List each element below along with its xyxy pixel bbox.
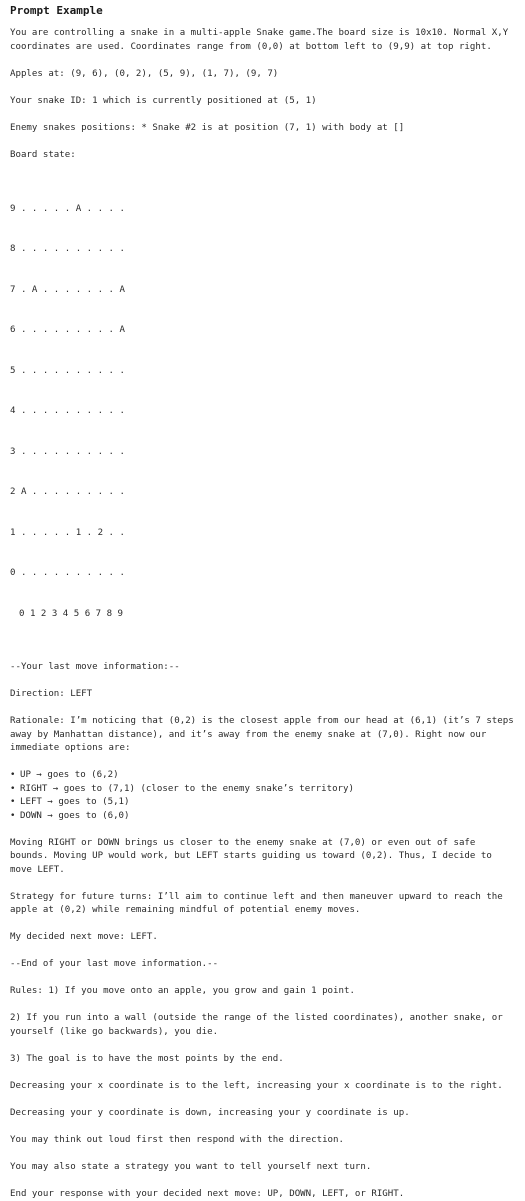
strategy-note: You may also state a strategy you want to tell yourself next turn.	[10, 1161, 515, 1175]
option-text: DOWN → goes to (6,0)	[20, 811, 130, 821]
list-item	[10, 796, 515, 810]
option-text: RIGHT → goes to (7,1) (closer to the enemy snake’s territory)	[20, 784, 354, 794]
bullet-icon: •	[10, 796, 20, 810]
board-row-8: 8 . . . . . . . . . .	[10, 243, 515, 257]
rule-2: 2) If you run into a wall (outside the range of the listed coordinates), another snake, or yourself (like go backwards), you die.	[10, 1012, 515, 1039]
bullet-icon: •	[10, 810, 20, 824]
think-out-loud-note: You may think out loud first then respond with the direction.	[10, 1134, 515, 1148]
x-coordinate-rule: Decreasing your x coordinate is to the left, increasing your x coordinate is to the right.	[10, 1080, 515, 1094]
bullet-icon: •	[10, 769, 20, 783]
rule-3: 3) The goal is to have the most points by the end.	[10, 1053, 515, 1067]
board-state-label: Board state:	[10, 149, 515, 163]
list-item	[10, 810, 515, 824]
last-move-header: --Your last move information:--	[10, 661, 515, 675]
list-item	[10, 769, 515, 783]
board-row-9: 9 . . . . . A . . . .	[10, 203, 515, 217]
intro-paragraph: You are controlling a snake in a multi-apple Snake game.The board size is 10x10. Normal X,Y coordinates are used. Coordinates range from (0,0) at bottom left to (9,9) at top right.	[10, 27, 515, 54]
direction-line: Direction: LEFT	[10, 688, 515, 702]
board-row-1: 1 . . . . . 1 . 2 . .	[10, 527, 515, 541]
board-row-0: 0 . . . . . . . . . .	[10, 567, 515, 581]
board-row-3: 3 . . . . . . . . . .	[10, 446, 515, 460]
board-row-2: 2 A . . . . . . . . .	[10, 486, 515, 500]
move-options-list	[10, 769, 515, 823]
board-row-7: 7 . A . . . . . . . A	[10, 284, 515, 298]
moving-note-paragraph: Moving RIGHT or DOWN brings us closer to the enemy snake at (7,0) or even out of safe bounds. Moving UP would work, but LEFT starts guiding us toward (0,2). Thus, I decide to move LEFT.	[10, 837, 515, 878]
y-coordinate-rule: Decreasing your y coordinate is down, increasing your y coordinate is up.	[10, 1107, 515, 1121]
strategy-paragraph: Strategy for future turns: I’ll aim to continue left and then maneuver upward to reach the apple at (0,2) while remaining mindful of potential enemy moves.	[10, 891, 515, 918]
bullet-icon: •	[10, 783, 20, 797]
board-x-axis: 0 1 2 3 4 5 6 7 8 9	[10, 608, 515, 622]
option-text: LEFT → goes to (5,1)	[20, 797, 130, 807]
enemy-snakes-line: Enemy snakes positions: * Snake #2 is at position (7, 1) with body at []	[10, 122, 515, 136]
rule-1: Rules: 1) If you move onto an apple, you grow and gain 1 point.	[10, 985, 515, 999]
board-row-4: 4 . . . . . . . . . .	[10, 405, 515, 419]
list-item	[10, 783, 515, 797]
board-row-5: 5 . . . . . . . . . .	[10, 365, 515, 379]
last-move-footer: --End of your last move information.--	[10, 958, 515, 972]
snake-id-line: Your snake ID: 1 which is currently positioned at (5, 1)	[10, 95, 515, 109]
document-title: Prompt Example	[10, 4, 515, 17]
board-row-6: 6 . . . . . . . . . A	[10, 324, 515, 338]
option-text: UP → goes to (6,2)	[20, 770, 119, 780]
board-grid	[10, 176, 515, 649]
ending-instruction: End your response with your decided next move: UP, DOWN, LEFT, or RIGHT.	[10, 1188, 515, 1201]
apples-line: Apples at: (9, 6), (0, 2), (5, 9), (1, 7), (9, 7)	[10, 68, 515, 82]
decided-move-line: My decided next move: LEFT.	[10, 931, 515, 945]
rationale-paragraph: Rationale: I’m noticing that (0,2) is the closest apple from our head at (6,1) (it’s 7 steps away by Manhattan distance), and it’s away from the enemy snake at (7,0). Right now our immediate options are:	[10, 715, 515, 756]
